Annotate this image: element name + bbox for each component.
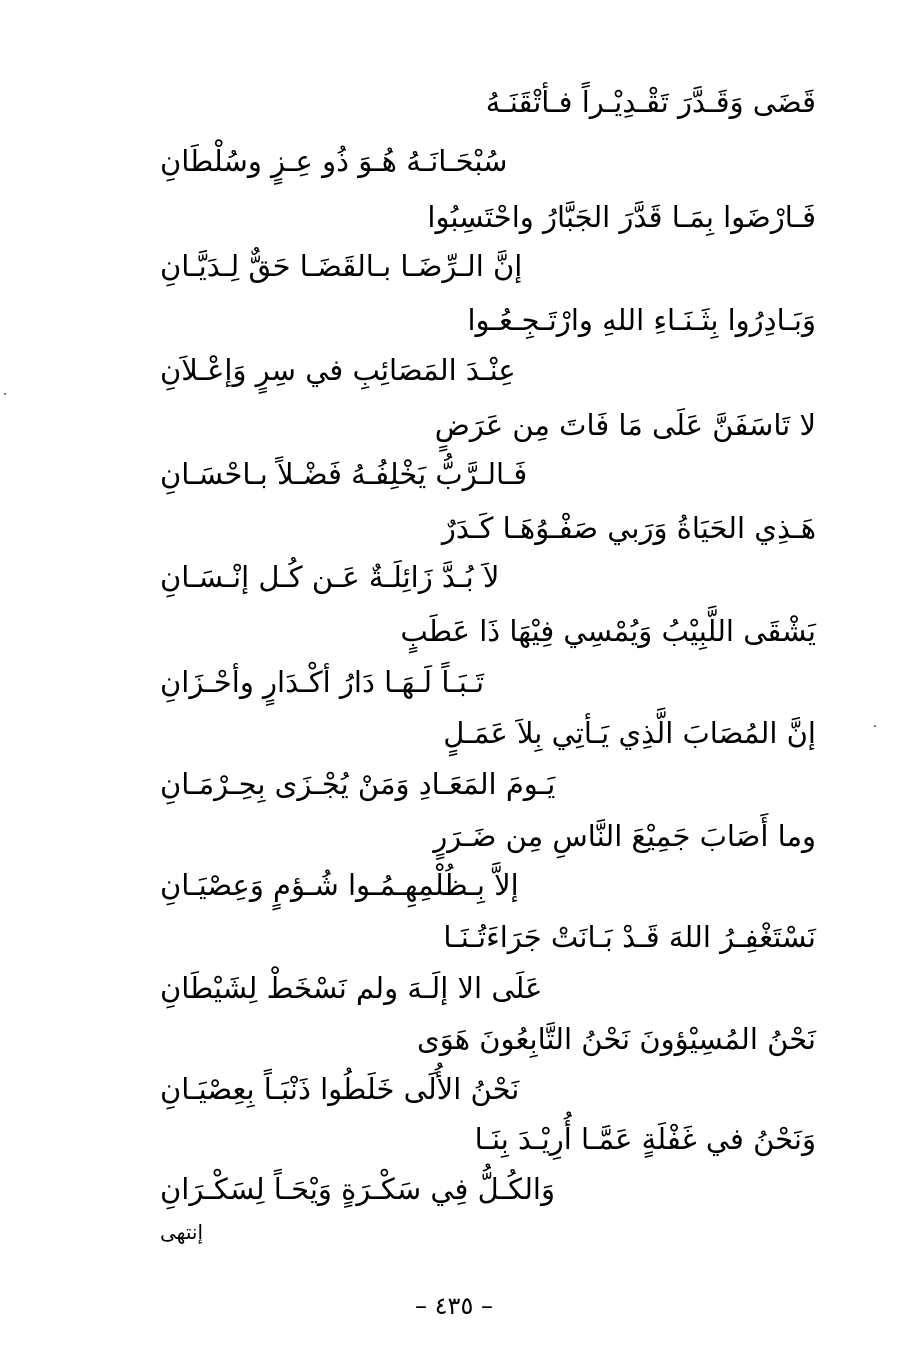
verse-line: نَسْتَغْفِـرُ اللهَ قَـدْ بَـانَتْ جَرَاءَتُـنَـا — [443, 920, 816, 954]
verse-line: نَحْنُ المُسِيْؤونَ نَحْنُ التَّابِعُونَ هَوَى — [417, 1022, 816, 1056]
verse-line: عَلَى الا إلَـهَ ولم نَسْخَطْ لِشَيْطَانِ — [160, 971, 543, 1005]
verse-line: يَشْقَى اللَّبِيْبُ وَيُمْسِي فِيْهَا ذَا عَطَبٍ — [400, 614, 816, 648]
verse-line: لا تَاسَفَنَّ عَلَى مَا فَاتَ مِن عَرَضٍ — [434, 408, 816, 442]
scan-speck — [4, 393, 6, 395]
verse-line: نَحْنُ الأُلَى خَلَطُوا ذَنْبَـاً بِعِصْيَـانِ — [160, 1072, 520, 1106]
verse-line: تَـبَـاً لَـهَـا دَارُ أكْـدَارٍ وأحْـزَانِ — [160, 665, 485, 699]
verse-line: إنَّ المُصَابَ الَّذِي يَـأتِي بِلاَ عَمَـلٍ — [443, 716, 816, 750]
verse-line: فَـالـرَّبُّ يَخْلِفُـهُ فَضْـلاً بـاحْسَـانِ — [160, 457, 528, 491]
verse-line: عِنْـدَ المَصَائِبِ في سِرٍ وَإعْـلاَنِ — [160, 353, 516, 387]
scan-speck — [874, 725, 876, 727]
verse-line: لاَ بُـدَّ زَائِلَـةٌ عَـن كُـل إنْـسَـانِ — [160, 560, 500, 594]
verse-line: وَبَـادِرُوا بِثَـنَـاءِ اللهِ وارْتَـجِـعُـوا — [467, 303, 816, 337]
verse-line: إنَّ الـرِّضَـا بـالقَضَـا حَقٌّ لِـدَيَّـانِ — [160, 249, 523, 283]
verse-line: فَـارْضَوا بِمَـا قَدَّرَ الجَبَّارُ واحْتَسِبُوا — [427, 200, 816, 234]
verse-line: يَـومَ المَعَـادِ وَمَنْ يُجْـزَى بِحِـرْمَـانِ — [160, 767, 556, 801]
closing-word: إنتهى — [160, 1220, 204, 1244]
verse-line: وَالكُـلُّ فِي سَكْـرَةٍ وَيْحَـاً لِسَكْـرَانِ — [160, 1172, 555, 1206]
page-number: – ٤٣٥ – — [415, 1292, 493, 1320]
verse-line: وما أَصَابَ جَمِيْعَ النَّاسِ مِن ضَـرَرٍ — [433, 819, 816, 853]
verse-line: قَضَى وَقَـدَّرَ تَقْـدِيْـراً فـأتْقَنَـهُ — [485, 85, 816, 119]
verse-line: هَـذِي الحَيَاةُ وَرَبي صَفْـوُهَـا كَـدَرٌ — [441, 511, 816, 545]
verse-line: سُبْحَـانَـهُ هُـوَ ذُو عِـزٍ وسُلْطَانِ — [160, 144, 508, 178]
verse-line: إلاَّ بِـظُلْمِهِـمُـوا شُـؤمٍ وَعِصْيَـانِ — [160, 868, 519, 902]
verse-line: وَنَحْنُ في غَفْلَةٍ عَمَّـا أُرِيْـدَ بِنَـا — [474, 1122, 816, 1156]
